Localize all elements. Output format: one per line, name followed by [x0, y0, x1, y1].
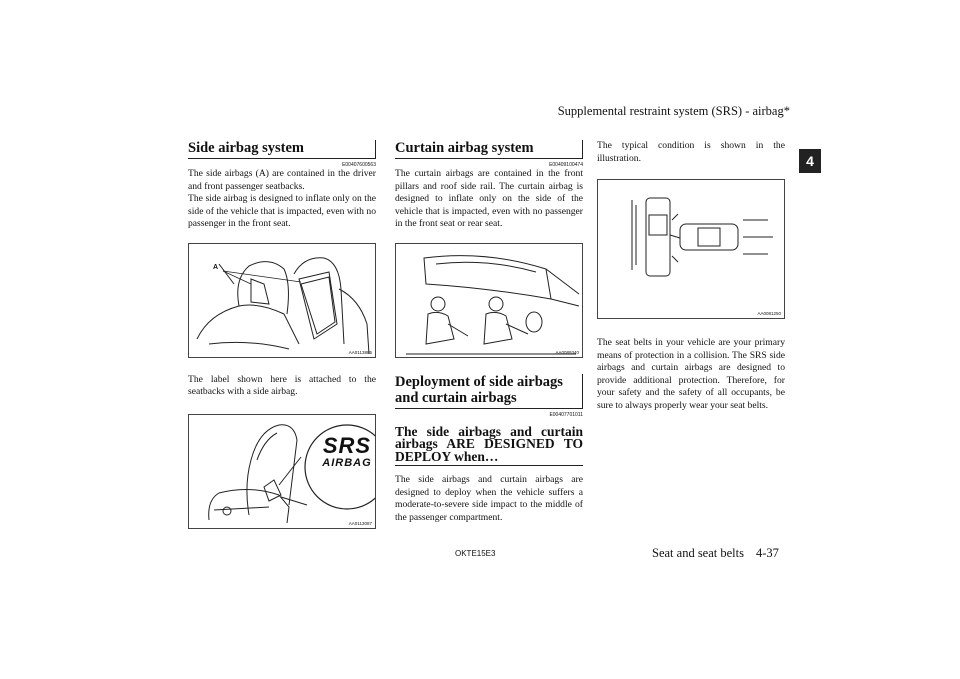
srs-text: SRS	[322, 432, 372, 458]
paragraph: The side airbags (A) are contained in the driver and front passenger seatbacks.	[188, 168, 376, 192]
figure-code: AA0089340	[555, 349, 579, 355]
figure-seat-airbags	[188, 243, 376, 358]
column-side-airbag	[188, 140, 376, 529]
section-code: E00407600563	[342, 162, 376, 168]
footer-section: Seat and seat belts	[652, 546, 744, 560]
section-heading-side-airbag: Side airbag system	[188, 140, 376, 159]
column-typical-condition	[597, 140, 785, 412]
paragraph: The typical condition is shown in the illustration.	[597, 140, 785, 164]
seat-with-label-illustration	[189, 415, 375, 528]
figure-srs-label	[188, 414, 376, 529]
section-code: E00409100474	[549, 162, 583, 168]
paragraph: The curtain airbags are contained in the front pillars and roof side rail. The curtain airbag is designed to inflate only on the side of the vehicle that is impacted, even with no passenger in the front seat or rear seat.	[395, 168, 583, 229]
figure-side-impact	[597, 179, 785, 319]
side-impact-illustration	[598, 180, 784, 318]
figure-code: AA0113087	[348, 520, 372, 526]
paragraph: The side airbags and curtain airbags are designed to deploy when the vehicle suffers a moderate-to-severe side impact to the middle of the passenger compartment.	[395, 474, 583, 523]
seat-airbags-illustration	[189, 244, 375, 357]
column-curtain-airbag	[395, 140, 583, 524]
figure-code: AA0081250	[757, 311, 781, 316]
airbag-text: AIRBAG	[322, 456, 372, 469]
section-code: E00407701011	[549, 411, 583, 418]
section-heading-deployment: Deployment of side airbags and curtain airbags	[395, 374, 583, 409]
subheading-deploy-when: The side airbags and curtain airbags ARE DESIGNED TO DEPLOY when…	[395, 426, 583, 467]
running-header: Supplemental restraint system (SRS) - airbag*	[557, 104, 790, 118]
paragraph: The seat belts in your vehicle are your primary means of protection in a collision. The SRS side airbags and curtain airbags are designed to provide additional protection. Therefore, for your safety and the safety of all occupants, be sure to always properly wear your seat belts.	[597, 337, 785, 411]
section-heading-curtain-airbag: Curtain airbag system	[395, 140, 583, 159]
paragraph: The label shown here is attached to the seatbacks with a side airbag.	[188, 373, 376, 397]
curtain-airbag-illustration	[396, 244, 582, 357]
figure-label-a: A	[213, 263, 219, 271]
srs-airbag-label	[305, 432, 389, 469]
page-number: 4-37	[756, 546, 779, 560]
footer-code: OKTE15E3	[455, 549, 496, 558]
figure-code: AA0113885	[348, 349, 372, 355]
paragraph: The side airbag is designed to inflate only on the side of the vehicle that is impacted, even with no passenger in the front seat.	[188, 193, 376, 229]
chapter-tab: 4	[799, 149, 821, 173]
figure-curtain-airbag	[395, 243, 583, 358]
